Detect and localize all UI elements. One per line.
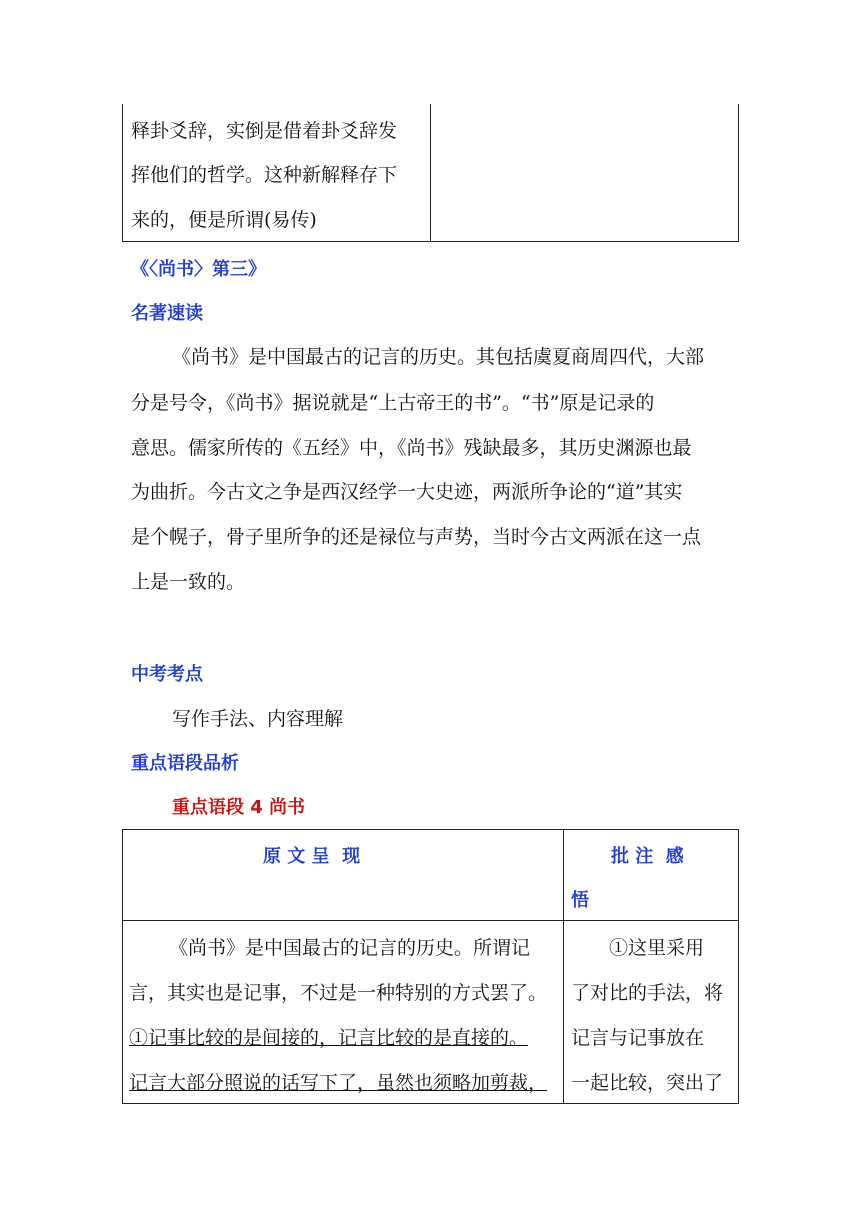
annotation-line-3: 记言与记事放在 — [571, 1027, 705, 1049]
quick-read-line-6: 上是一致的。 — [131, 571, 246, 593]
top-table-line-2: 挥他们的哲学。这种新解释存下 — [131, 164, 398, 186]
header-annotation-line-2: 悟 — [571, 890, 589, 911]
top-table-line-3: 来的，便是所谓(易传) — [131, 209, 317, 231]
original-line-2: 言，其实也是记事，不过是一种特别的方式罢了。 — [129, 982, 548, 1004]
quick-read-line-4: 为曲折。今古文之争是西汉经学一大史迹，两派所争论的“道”其实 — [131, 481, 683, 503]
quick-read-heading: 名著速读 — [131, 303, 203, 324]
annotation-line-4: 一起比较，突出了 — [571, 1072, 724, 1094]
header-annotation-line-1: 批 注 感 — [611, 846, 684, 867]
section-title: 《〈尚书〉第三》 — [131, 259, 266, 280]
quick-read-line-2: 分是号令，《尚书》据说就是“上古帝王的书”。“书”原是记录的 — [131, 392, 655, 414]
analysis-subheading: 重点语段 4 尚书 — [172, 797, 306, 818]
analysis-table — [122, 829, 739, 1104]
analysis-heading: 重点语段品析 — [131, 753, 239, 774]
annotation-line-1: ①这里采用 — [609, 937, 705, 959]
exam-points-heading: 中考考点 — [131, 664, 203, 685]
top-table-line-1: 释卦爻辞，实倒是借着卦爻辞发 — [131, 120, 398, 142]
header-original-text: 原 文 呈 现 — [263, 846, 361, 867]
quick-read-line-3: 意思。儒家所传的《五经》中，《尚书》残缺最多，其历史渊源也最 — [131, 437, 692, 459]
top-table-divider — [430, 104, 431, 241]
quick-read-line-1: 《尚书》是中国最古的记言的历史。其包括虞夏商周四代，大部 — [172, 346, 705, 368]
original-line-3-underlined: ①记事比较的是间接的，记言比较的是直接的。 — [129, 1027, 529, 1049]
quick-read-line-5: 是个幌子，骨子里所争的还是禄位与声势，当时今古文两派在这一点 — [131, 526, 702, 548]
top-table — [122, 104, 739, 242]
analysis-table-column-divider — [563, 830, 564, 1103]
original-line-1: 《尚书》是中国最古的记言的历史。所谓记 — [169, 937, 531, 959]
analysis-table-header-divider — [123, 920, 738, 921]
exam-points-text: 写作手法、内容理解 — [172, 708, 344, 730]
original-line-4-underlined: 记言大部分照说的话写下了，虽然也须略加剪裁， — [129, 1072, 548, 1094]
annotation-line-2: 了对比的手法，将 — [571, 982, 724, 1004]
